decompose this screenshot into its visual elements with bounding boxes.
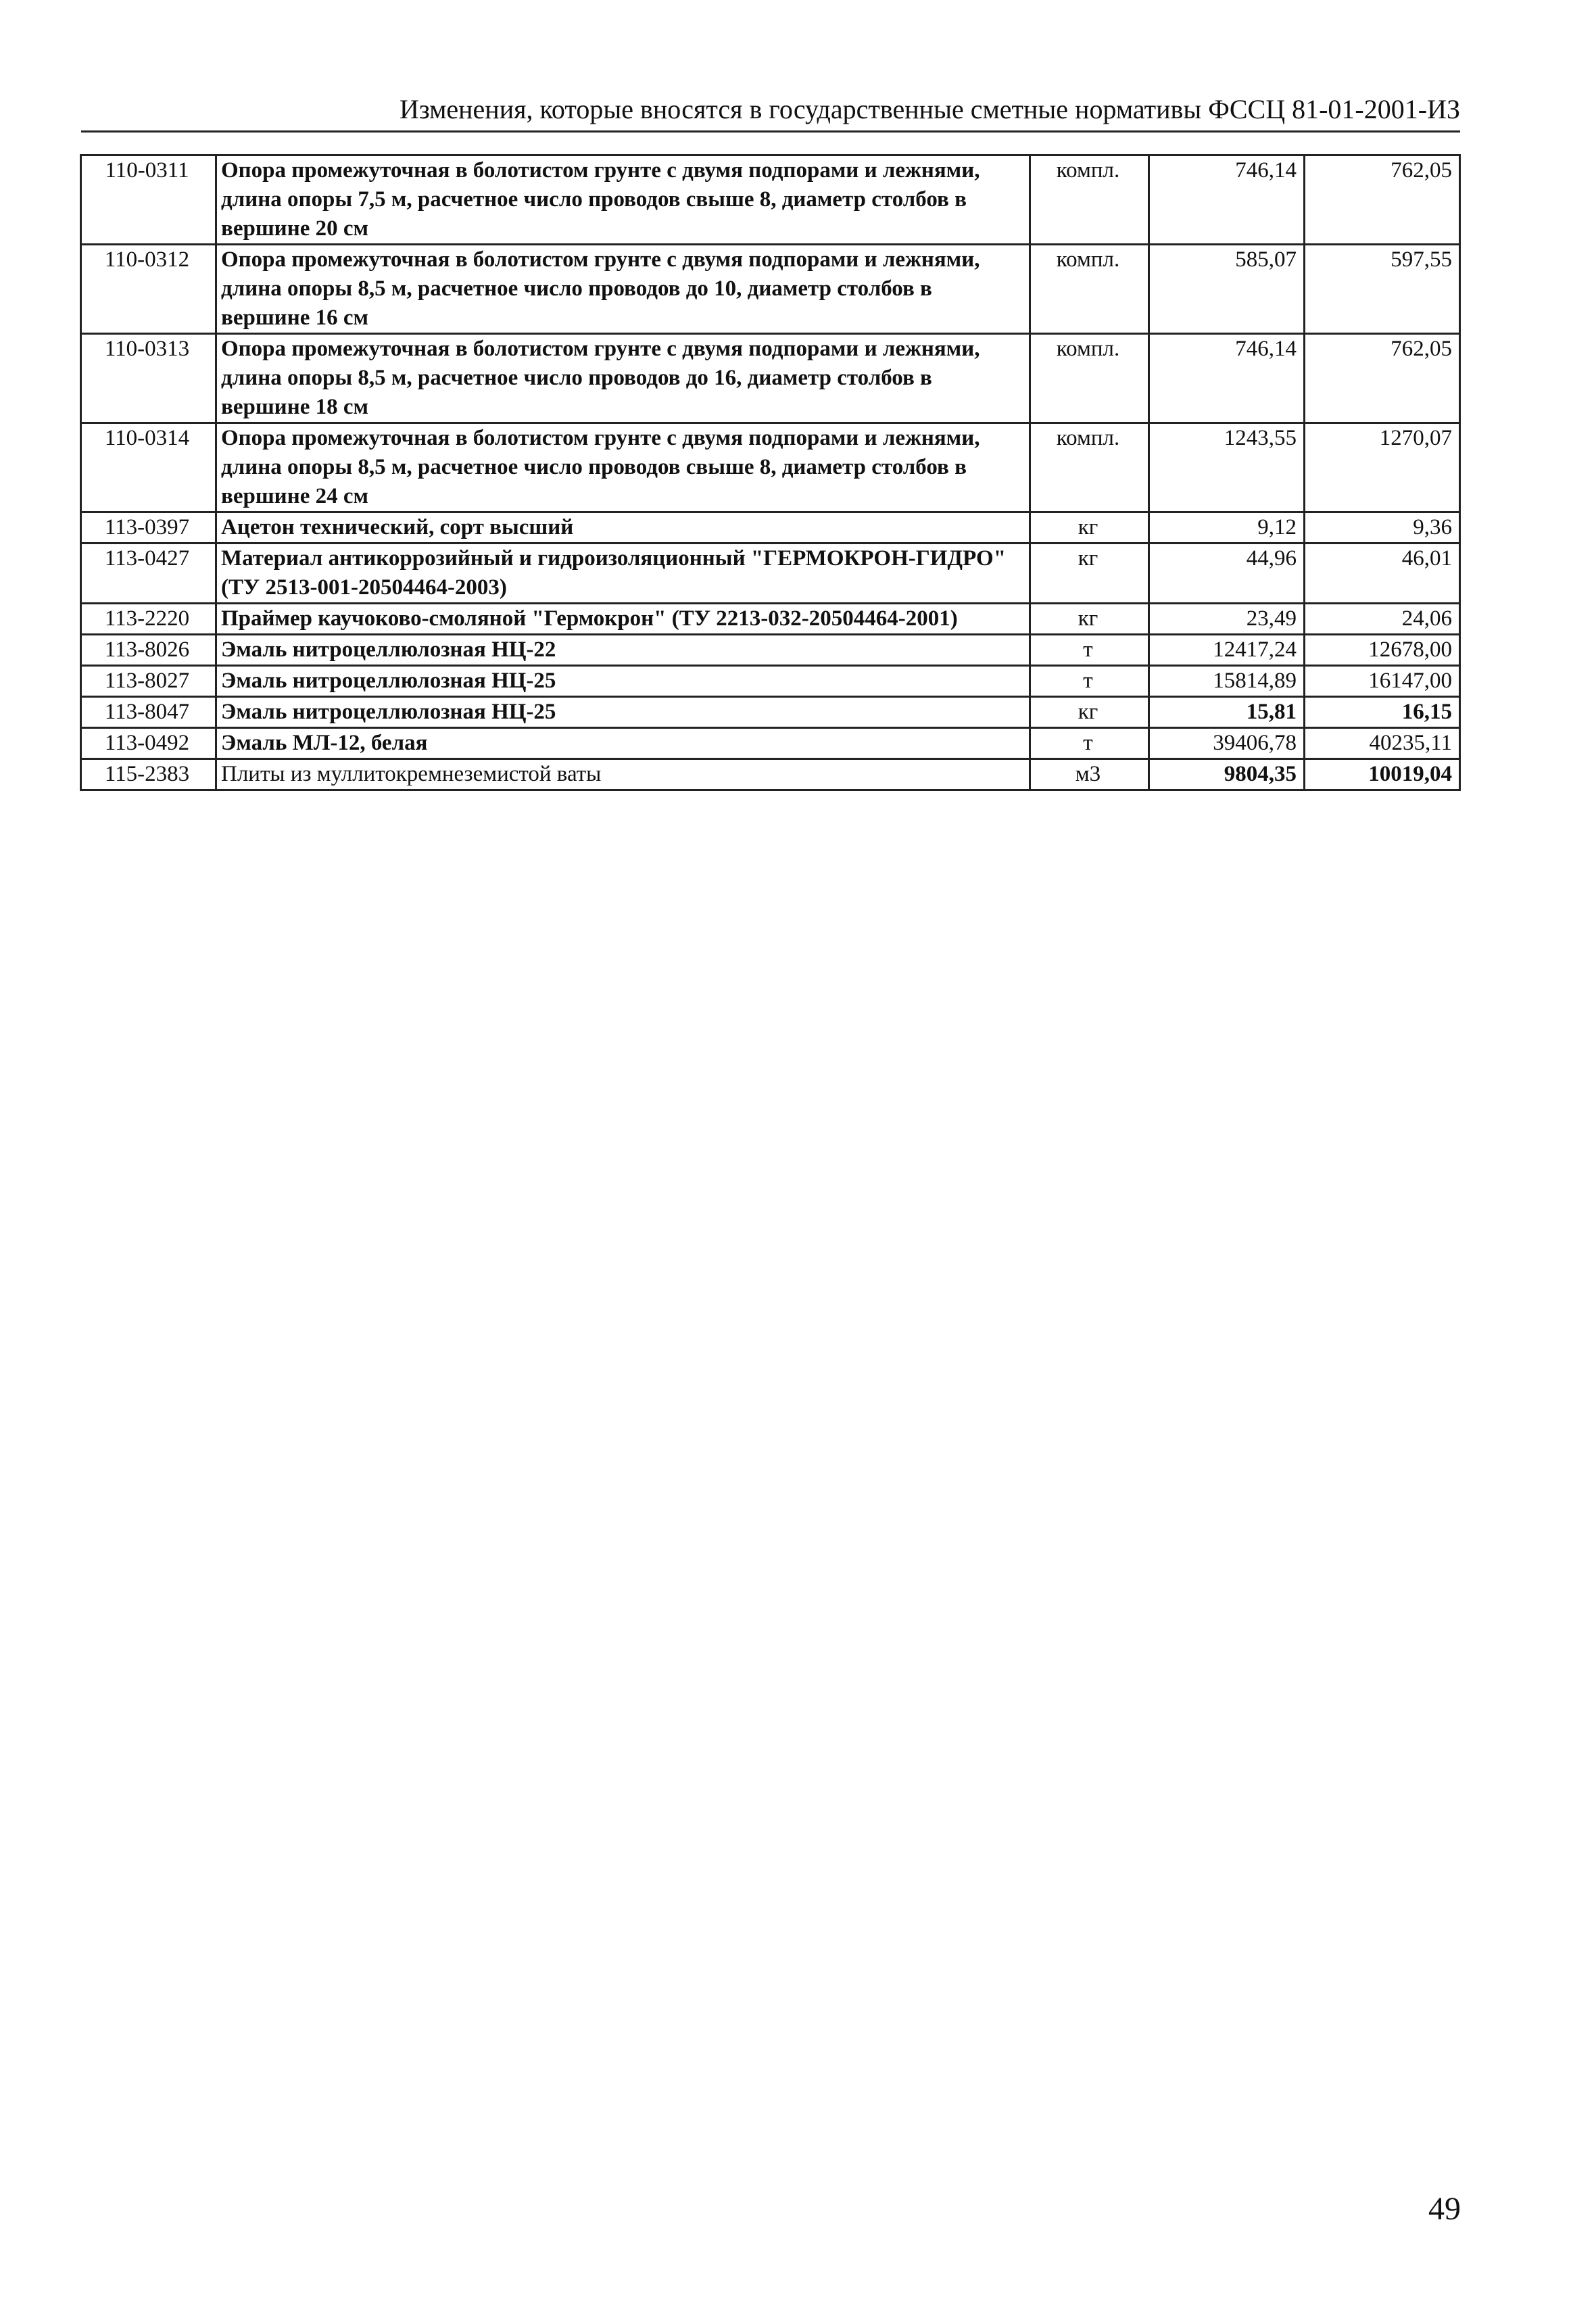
page-header — [81, 93, 1460, 132]
unit-of-measure: компл. — [1030, 334, 1149, 423]
price-estimate: 9,12 — [1149, 512, 1305, 544]
table-row — [81, 759, 1460, 790]
unit-of-measure: кг — [1030, 697, 1149, 728]
resource-code: 110-0314 — [81, 423, 216, 512]
resource-code: 113-8026 — [81, 635, 216, 666]
price-estimate: 23,49 — [1149, 604, 1305, 635]
resource-name: Эмаль нитроцеллюлозная НЦ-25 — [216, 666, 1030, 697]
unit-of-measure: кг — [1030, 544, 1149, 604]
resource-code: 110-0311 — [81, 155, 216, 245]
resource-name: Эмаль МЛ-12, белая — [216, 728, 1030, 759]
resource-name: Плиты из муллитокремнеземистой ваты — [216, 759, 1030, 790]
price-release: 16,15 — [1305, 697, 1460, 728]
resource-name: Опора промежуточная в болотистом грунте с двумя подпорами и лежнями, длина опоры 7,5 м, расчетное число проводов свыше 8, диаметр столбов в вершине 20 см — [216, 155, 1030, 245]
price-release: 762,05 — [1305, 334, 1460, 423]
resource-name: Опора промежуточная в болотистом грунте с двумя подпорами и лежнями, длина опоры 8,5 м, расчетное число проводов до 16, диаметр столбов в вершине 18 см — [216, 334, 1030, 423]
resource-code: 115-2383 — [81, 759, 216, 790]
document-title: Изменения, которые вносятся в государственные сметные нормативы ФССЦ 81-01-2001-ИЗ — [399, 94, 1460, 124]
price-estimate: 1243,55 — [1149, 423, 1305, 512]
price-estimate: 746,14 — [1149, 155, 1305, 245]
unit-of-measure: компл. — [1030, 155, 1149, 245]
resource-code: 113-8027 — [81, 666, 216, 697]
price-release: 40235,11 — [1305, 728, 1460, 759]
table-row — [81, 544, 1460, 604]
table-row — [81, 512, 1460, 544]
price-release: 46,01 — [1305, 544, 1460, 604]
price-release: 762,05 — [1305, 155, 1460, 245]
table-row — [81, 423, 1460, 512]
unit-of-measure: компл. — [1030, 245, 1149, 334]
price-release: 1270,07 — [1305, 423, 1460, 512]
table-row — [81, 155, 1460, 245]
unit-of-measure: м3 — [1030, 759, 1149, 790]
resource-name: Эмаль нитроцеллюлозная НЦ-25 — [216, 697, 1030, 728]
price-estimate: 44,96 — [1149, 544, 1305, 604]
price-estimate: 9804,35 — [1149, 759, 1305, 790]
price-release: 10019,04 — [1305, 759, 1460, 790]
resource-name: Опора промежуточная в болотистом грунте с двумя подпорами и лежнями, длина опоры 8,5 м, расчетное число проводов до 10, диаметр столбов в вершине 16 см — [216, 245, 1030, 334]
resource-name: Ацетон технический, сорт высший — [216, 512, 1030, 544]
table-row — [81, 604, 1460, 635]
unit-of-measure: т — [1030, 666, 1149, 697]
price-estimate: 585,07 — [1149, 245, 1305, 334]
resource-name: Материал антикоррозийный и гидроизоляционный "ГЕРМОКРОН-ГИДРО" (ТУ 2513-001-20504464-2003) — [216, 544, 1030, 604]
price-estimate: 15814,89 — [1149, 666, 1305, 697]
price-release: 9,36 — [1305, 512, 1460, 544]
table-row — [81, 666, 1460, 697]
unit-of-measure: кг — [1030, 512, 1149, 544]
resource-code: 113-2220 — [81, 604, 216, 635]
price-estimate: 39406,78 — [1149, 728, 1305, 759]
price-release: 597,55 — [1305, 245, 1460, 334]
unit-of-measure: т — [1030, 635, 1149, 666]
page-number: 49 — [1428, 2191, 1461, 2227]
resource-code: 113-0427 — [81, 544, 216, 604]
resource-name: Эмаль нитроцеллюлозная НЦ-22 — [216, 635, 1030, 666]
price-estimate: 746,14 — [1149, 334, 1305, 423]
table-row — [81, 635, 1460, 666]
price-release: 16147,00 — [1305, 666, 1460, 697]
resource-name: Праймер каучоково-смоляной "Гермокрон" (ТУ 2213-032-20504464-2001) — [216, 604, 1030, 635]
table-row — [81, 697, 1460, 728]
unit-of-measure: т — [1030, 728, 1149, 759]
resource-name: Опора промежуточная в болотистом грунте с двумя подпорами и лежнями, длина опоры 8,5 м, расчетное число проводов свыше 8, диаметр столбов в вершине 24 см — [216, 423, 1030, 512]
table-row — [81, 245, 1460, 334]
resource-code: 113-0492 — [81, 728, 216, 759]
resource-code: 113-8047 — [81, 697, 216, 728]
price-release: 12678,00 — [1305, 635, 1460, 666]
table-row — [81, 334, 1460, 423]
resource-code: 110-0313 — [81, 334, 216, 423]
unit-of-measure: кг — [1030, 604, 1149, 635]
price-release: 24,06 — [1305, 604, 1460, 635]
resource-code: 113-0397 — [81, 512, 216, 544]
price-table — [80, 154, 1461, 791]
table-row — [81, 728, 1460, 759]
unit-of-measure: компл. — [1030, 423, 1149, 512]
price-estimate: 15,81 — [1149, 697, 1305, 728]
resource-code: 110-0312 — [81, 245, 216, 334]
price-estimate: 12417,24 — [1149, 635, 1305, 666]
